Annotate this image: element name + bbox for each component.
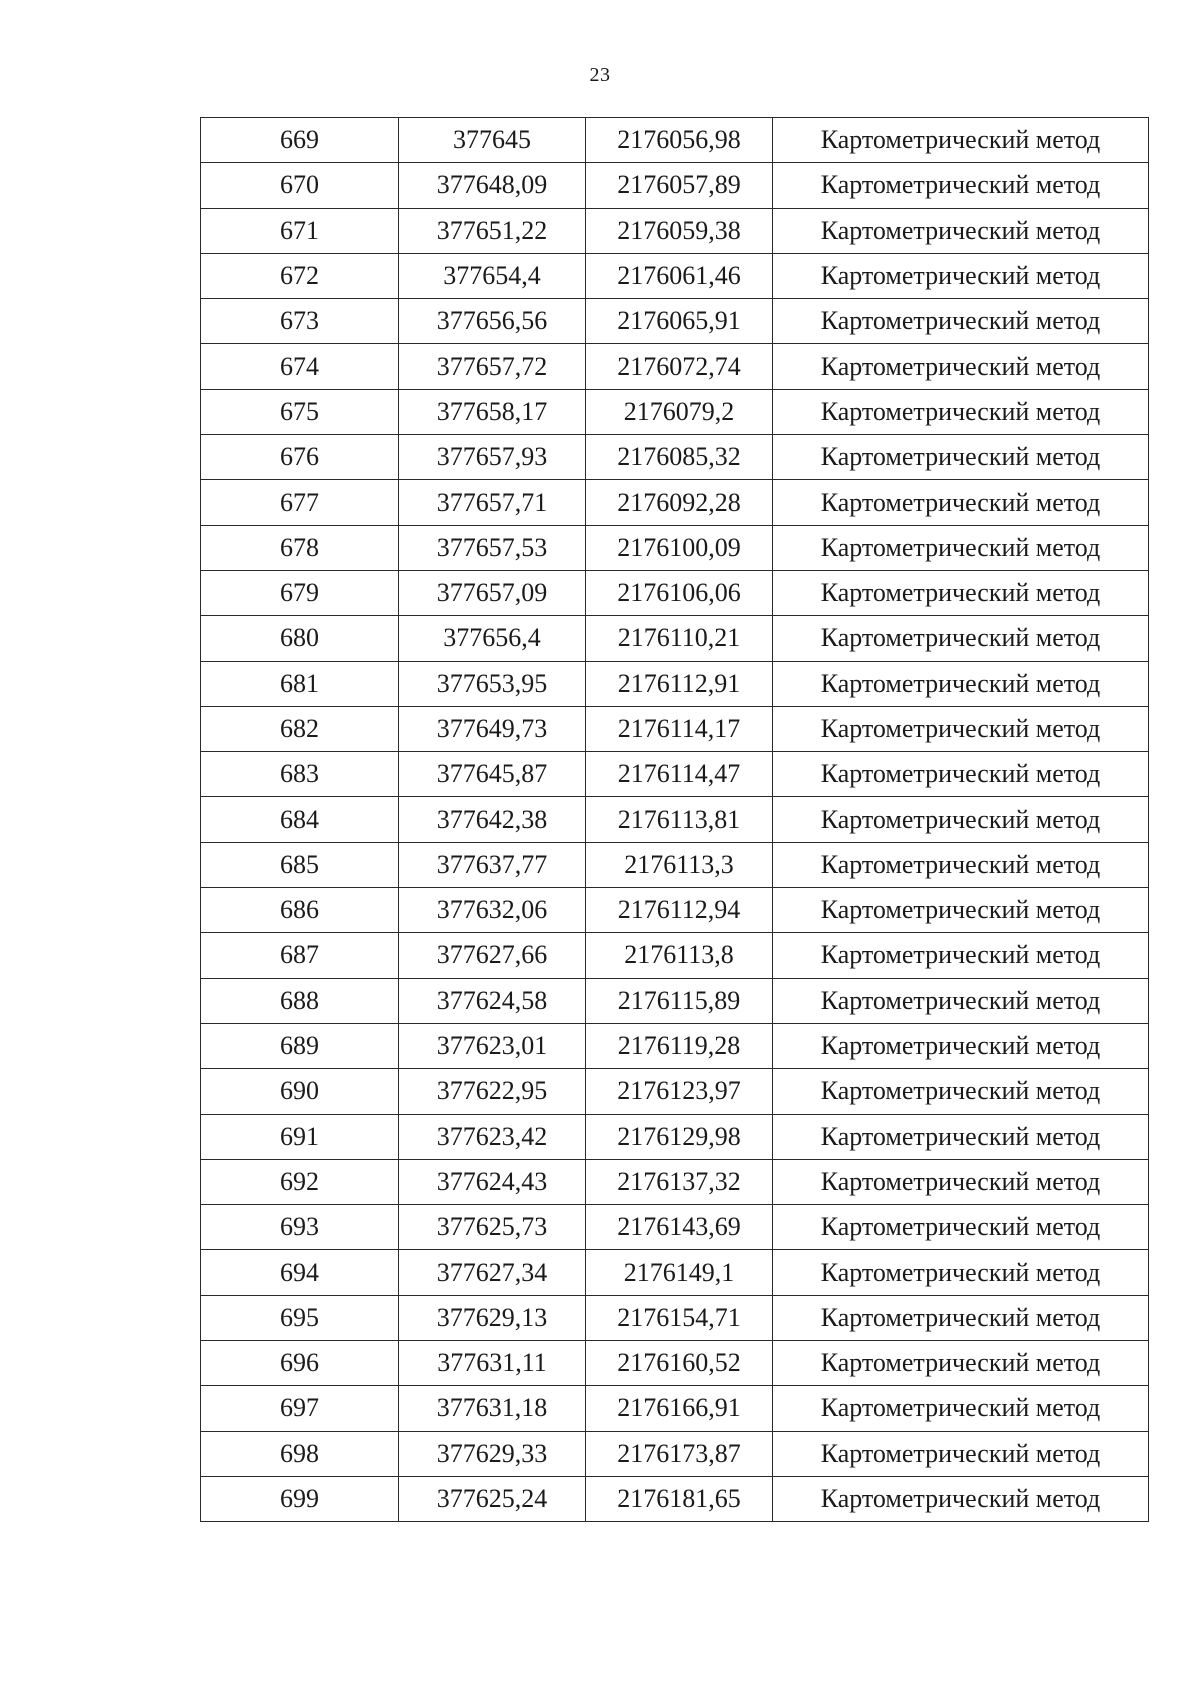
- y-coordinate-cell: 2176166,91: [586, 1386, 773, 1431]
- x-coordinate-cell: 377629,13: [399, 1295, 586, 1340]
- point-number-cell: 682: [201, 706, 399, 751]
- method-cell: Картометрический метод: [773, 1386, 1149, 1431]
- point-number-cell: 692: [201, 1159, 399, 1204]
- table-row: [201, 1341, 1149, 1386]
- y-coordinate-cell: 2176100,09: [586, 525, 773, 570]
- y-coordinate-cell: 2176181,65: [586, 1476, 773, 1521]
- x-coordinate-cell: 377642,38: [399, 797, 586, 842]
- point-number-cell: 672: [201, 253, 399, 298]
- point-number-cell: 678: [201, 525, 399, 570]
- table-row: [201, 933, 1149, 978]
- y-coordinate-cell: 2176085,32: [586, 435, 773, 480]
- method-cell: Картометрический метод: [773, 888, 1149, 933]
- table-row: [201, 163, 1149, 208]
- method-cell: Картометрический метод: [773, 616, 1149, 661]
- x-coordinate-cell: 377623,01: [399, 1023, 586, 1068]
- point-number-cell: 675: [201, 389, 399, 434]
- x-coordinate-cell: 377648,09: [399, 163, 586, 208]
- table-row: [201, 1250, 1149, 1295]
- table-row: [201, 842, 1149, 887]
- x-coordinate-cell: 377627,66: [399, 933, 586, 978]
- table-row: [201, 1431, 1149, 1476]
- method-cell: Картометрический метод: [773, 299, 1149, 344]
- table-row: [201, 1295, 1149, 1340]
- method-cell: Картометрический метод: [773, 1023, 1149, 1068]
- point-number-cell: 691: [201, 1114, 399, 1159]
- y-coordinate-cell: 2176106,06: [586, 570, 773, 615]
- point-number-cell: 696: [201, 1341, 399, 1386]
- table-row: [201, 1386, 1149, 1431]
- x-coordinate-cell: 377657,93: [399, 435, 586, 480]
- y-coordinate-cell: 2176079,2: [586, 389, 773, 434]
- table-row: [201, 435, 1149, 480]
- point-number-cell: 697: [201, 1386, 399, 1431]
- method-cell: Картометрический метод: [773, 570, 1149, 615]
- x-coordinate-cell: 377637,77: [399, 842, 586, 887]
- y-coordinate-cell: 2176129,98: [586, 1114, 773, 1159]
- point-number-cell: 698: [201, 1431, 399, 1476]
- point-number-cell: 688: [201, 978, 399, 1023]
- method-cell: Картометрический метод: [773, 706, 1149, 751]
- table-row: [201, 661, 1149, 706]
- x-coordinate-cell: 377645,87: [399, 752, 586, 797]
- y-coordinate-cell: 2176112,94: [586, 888, 773, 933]
- y-coordinate-cell: 2176059,38: [586, 208, 773, 253]
- method-cell: Картометрический метод: [773, 435, 1149, 480]
- method-cell: Картометрический метод: [773, 1250, 1149, 1295]
- table-row: [201, 616, 1149, 661]
- x-coordinate-cell: 377653,95: [399, 661, 586, 706]
- y-coordinate-cell: 2176160,52: [586, 1341, 773, 1386]
- table-row: [201, 978, 1149, 1023]
- y-coordinate-cell: 2176173,87: [586, 1431, 773, 1476]
- y-coordinate-cell: 2176056,98: [586, 118, 773, 163]
- x-coordinate-cell: 377623,42: [399, 1114, 586, 1159]
- table-row: [201, 888, 1149, 933]
- method-cell: Картометрический метод: [773, 797, 1149, 842]
- x-coordinate-cell: 377657,72: [399, 344, 586, 389]
- x-coordinate-cell: 377645: [399, 118, 586, 163]
- y-coordinate-cell: 2176115,89: [586, 978, 773, 1023]
- table-row: [201, 299, 1149, 344]
- method-cell: Картометрический метод: [773, 1295, 1149, 1340]
- method-cell: Картометрический метод: [773, 1159, 1149, 1204]
- method-cell: Картометрический метод: [773, 1114, 1149, 1159]
- table-row: [201, 1205, 1149, 1250]
- table-row: [201, 525, 1149, 570]
- y-coordinate-cell: 2176154,71: [586, 1295, 773, 1340]
- table-row: [201, 480, 1149, 525]
- y-coordinate-cell: 2176114,17: [586, 706, 773, 751]
- x-coordinate-cell: 377625,73: [399, 1205, 586, 1250]
- y-coordinate-cell: 2176112,91: [586, 661, 773, 706]
- method-cell: Картометрический метод: [773, 208, 1149, 253]
- point-number-cell: 693: [201, 1205, 399, 1250]
- y-coordinate-cell: 2176072,74: [586, 344, 773, 389]
- y-coordinate-cell: 2176065,91: [586, 299, 773, 344]
- point-number-cell: 685: [201, 842, 399, 887]
- y-coordinate-cell: 2176143,69: [586, 1205, 773, 1250]
- table-row: [201, 1114, 1149, 1159]
- x-coordinate-cell: 377654,4: [399, 253, 586, 298]
- table-row: [201, 797, 1149, 842]
- y-coordinate-cell: 2176114,47: [586, 752, 773, 797]
- x-coordinate-cell: 377657,53: [399, 525, 586, 570]
- point-number-cell: 681: [201, 661, 399, 706]
- x-coordinate-cell: 377629,33: [399, 1431, 586, 1476]
- method-cell: Картометрический метод: [773, 163, 1149, 208]
- table-row: [201, 752, 1149, 797]
- method-cell: Картометрический метод: [773, 118, 1149, 163]
- table-row: [201, 1476, 1149, 1521]
- table-row: [201, 344, 1149, 389]
- method-cell: Картометрический метод: [773, 1431, 1149, 1476]
- y-coordinate-cell: 2176092,28: [586, 480, 773, 525]
- point-number-cell: 699: [201, 1476, 399, 1521]
- y-coordinate-cell: 2176113,81: [586, 797, 773, 842]
- point-number-cell: 684: [201, 797, 399, 842]
- point-number-cell: 671: [201, 208, 399, 253]
- x-coordinate-cell: 377657,09: [399, 570, 586, 615]
- point-number-cell: 670: [201, 163, 399, 208]
- y-coordinate-cell: 2176110,21: [586, 616, 773, 661]
- y-coordinate-cell: 2176061,46: [586, 253, 773, 298]
- point-number-cell: 674: [201, 344, 399, 389]
- point-number-cell: 679: [201, 570, 399, 615]
- x-coordinate-cell: 377658,17: [399, 389, 586, 434]
- y-coordinate-cell: 2176149,1: [586, 1250, 773, 1295]
- y-coordinate-cell: 2176119,28: [586, 1023, 773, 1068]
- method-cell: Картометрический метод: [773, 480, 1149, 525]
- x-coordinate-cell: 377632,06: [399, 888, 586, 933]
- method-cell: Картометрический метод: [773, 253, 1149, 298]
- method-cell: Картометрический метод: [773, 978, 1149, 1023]
- point-number-cell: 689: [201, 1023, 399, 1068]
- coordinates-table-body: [201, 118, 1149, 1522]
- point-number-cell: 676: [201, 435, 399, 480]
- x-coordinate-cell: 377631,11: [399, 1341, 586, 1386]
- method-cell: Картометрический метод: [773, 389, 1149, 434]
- table-row: [201, 1023, 1149, 1068]
- point-number-cell: 677: [201, 480, 399, 525]
- table-row: [201, 1069, 1149, 1114]
- method-cell: Картометрический метод: [773, 933, 1149, 978]
- method-cell: Картометрический метод: [773, 344, 1149, 389]
- table-row: [201, 570, 1149, 615]
- x-coordinate-cell: 377624,43: [399, 1159, 586, 1204]
- x-coordinate-cell: 377656,56: [399, 299, 586, 344]
- method-cell: Картометрический метод: [773, 661, 1149, 706]
- coordinates-table: [200, 117, 1149, 1522]
- x-coordinate-cell: 377625,24: [399, 1476, 586, 1521]
- y-coordinate-cell: 2176113,8: [586, 933, 773, 978]
- x-coordinate-cell: 377649,73: [399, 706, 586, 751]
- y-coordinate-cell: 2176137,32: [586, 1159, 773, 1204]
- y-coordinate-cell: 2176113,3: [586, 842, 773, 887]
- x-coordinate-cell: 377651,22: [399, 208, 586, 253]
- x-coordinate-cell: 377656,4: [399, 616, 586, 661]
- table-row: [201, 253, 1149, 298]
- method-cell: Картометрический метод: [773, 842, 1149, 887]
- x-coordinate-cell: 377657,71: [399, 480, 586, 525]
- point-number-cell: 694: [201, 1250, 399, 1295]
- point-number-cell: 690: [201, 1069, 399, 1114]
- y-coordinate-cell: 2176057,89: [586, 163, 773, 208]
- method-cell: Картометрический метод: [773, 1205, 1149, 1250]
- table-row: [201, 1159, 1149, 1204]
- point-number-cell: 695: [201, 1295, 399, 1340]
- point-number-cell: 686: [201, 888, 399, 933]
- point-number-cell: 683: [201, 752, 399, 797]
- table-row: [201, 706, 1149, 751]
- point-number-cell: 687: [201, 933, 399, 978]
- x-coordinate-cell: 377624,58: [399, 978, 586, 1023]
- point-number-cell: 673: [201, 299, 399, 344]
- point-number-cell: 680: [201, 616, 399, 661]
- table-row: [201, 208, 1149, 253]
- x-coordinate-cell: 377622,95: [399, 1069, 586, 1114]
- method-cell: Картометрический метод: [773, 752, 1149, 797]
- table-row: [201, 118, 1149, 163]
- method-cell: Картометрический метод: [773, 1341, 1149, 1386]
- point-number-cell: 669: [201, 118, 399, 163]
- y-coordinate-cell: 2176123,97: [586, 1069, 773, 1114]
- page-number: 23: [589, 64, 611, 86]
- x-coordinate-cell: 377631,18: [399, 1386, 586, 1431]
- x-coordinate-cell: 377627,34: [399, 1250, 586, 1295]
- method-cell: Картометрический метод: [773, 525, 1149, 570]
- method-cell: Картометрический метод: [773, 1069, 1149, 1114]
- table-row: [201, 389, 1149, 434]
- method-cell: Картометрический метод: [773, 1476, 1149, 1521]
